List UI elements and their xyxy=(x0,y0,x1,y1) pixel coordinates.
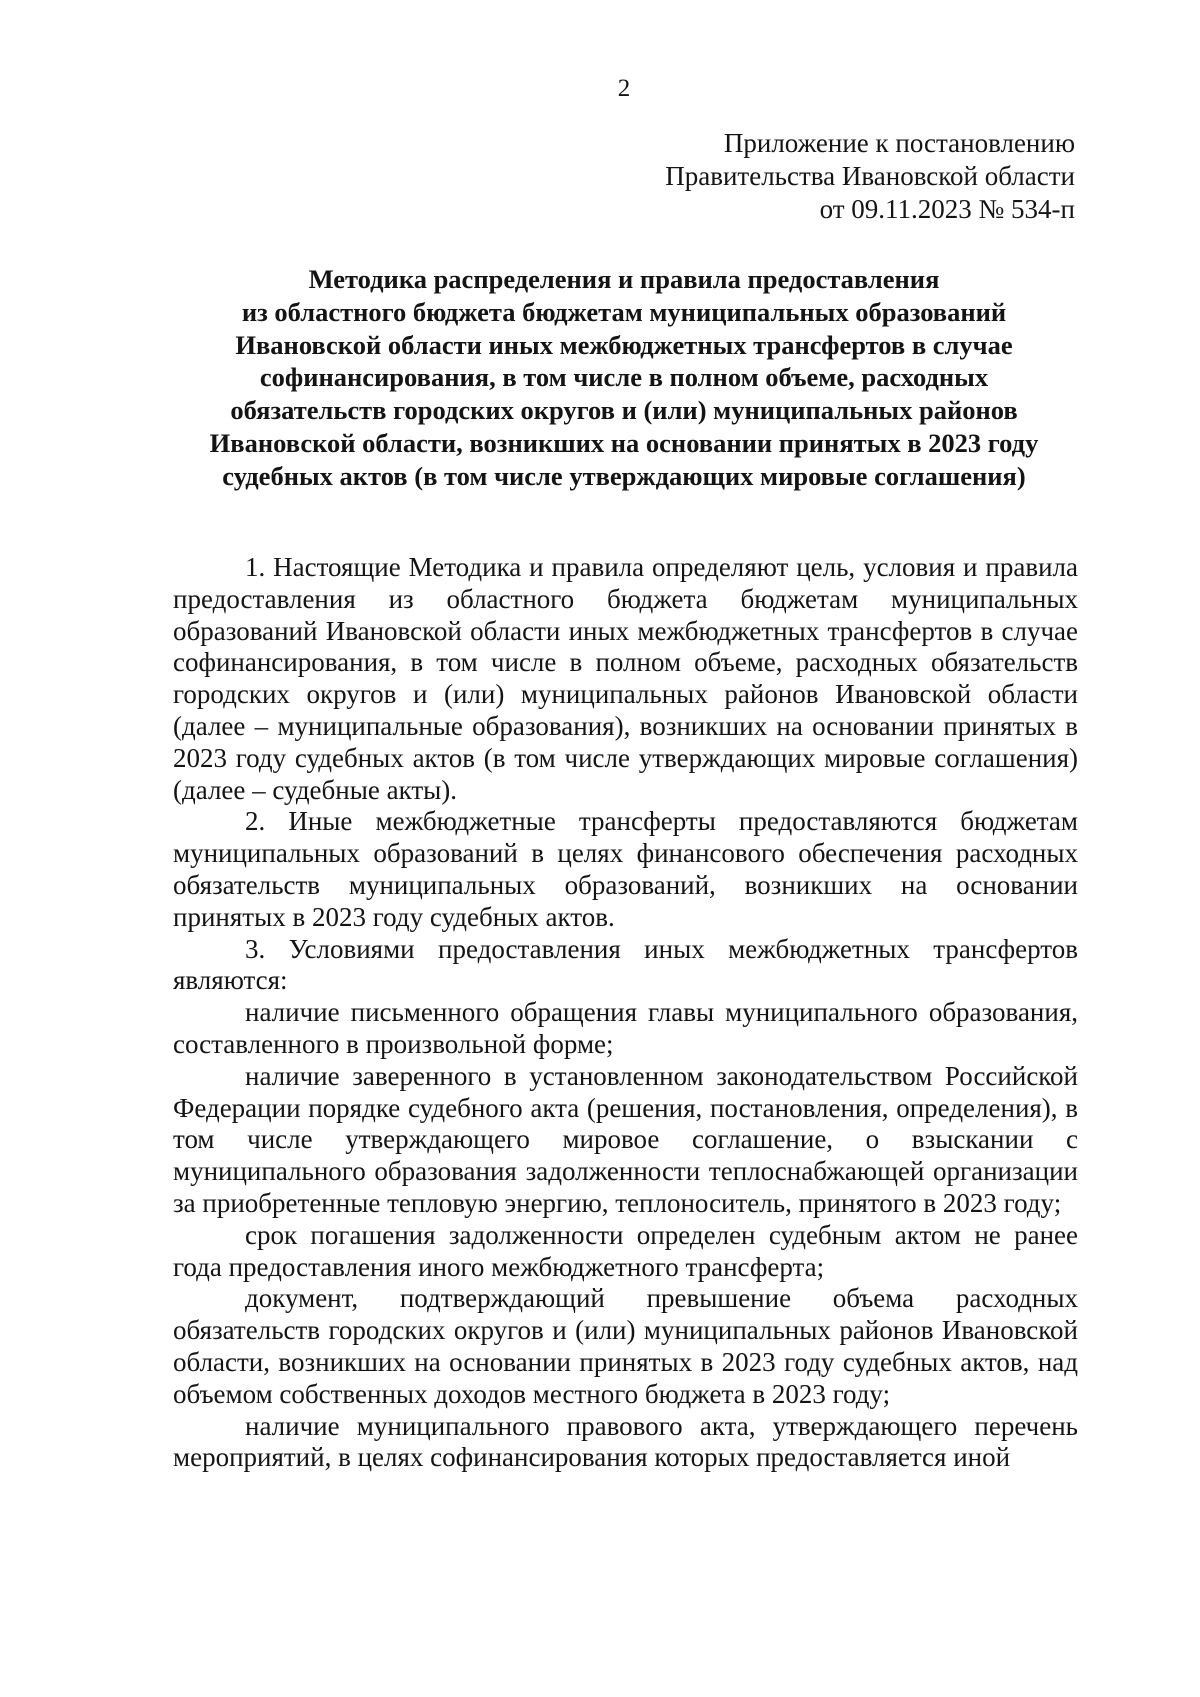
condition-item: срок погашения задолженности определен судебным актом не ранее года предоставления иного межбюджетного трансферта; xyxy=(173,1219,1078,1282)
page-number: 2 xyxy=(617,75,631,102)
condition-item: наличие письменного обращения главы муниципального образования, составленного в произвольной форме; xyxy=(173,997,1078,1059)
document-title xyxy=(170,263,1078,493)
title-line: Методика распределения и правила предоставления xyxy=(308,264,940,294)
appendix-line: Правительства Ивановской области xyxy=(665,161,1075,191)
paragraph-1: 1. Настоящие Методика и правила определяют цель, условия и правила предоставления из областного бюджета бюджетам муниципальных образований Ивановской области иных межбюджетных трансфертов в случае софинансирования, в том числе в полном объеме, расходных обязательств городских округов и (или) муниципальных районов Ивановской области (далее – муниципальные образования), возникших на основании принятых в 2023 году судебных актов (в том числе утверждающих мировые соглашения) (далее – судебные акты). xyxy=(173,552,1078,805)
condition-item: наличие заверенного в установленном законодательством Российской Федерации порядке судебного акта (решения, постановления, определения), в том числе утверждающего мировое соглашение, о взыскании с муниципального образования задолженности теплоснабжающей организации за приобретенные тепловую энергию, теплоноситель, принятого в 2023 году; xyxy=(173,1060,1078,1218)
paragraph-3: 3. Условиями предоставления иных межбюджетных трансфертов являются: xyxy=(173,933,1078,996)
title-line: Ивановской области, возникших на основании принятых в 2023 году xyxy=(209,427,1039,458)
document-body xyxy=(173,552,1078,1474)
title-line: из областного бюджета бюджетам муниципальных образований xyxy=(241,296,1007,327)
appendix-line: Приложение к постановлению xyxy=(723,128,1075,158)
appendix-header xyxy=(665,127,1075,226)
title-line: обязательств городских округов и (или) муниципальных районов xyxy=(230,395,1018,426)
paragraph-2: 2. Иные межбюджетные трансферты предоставляются бюджетам муниципальных образований в целях финансового обеспечения расходных обязательств муниципальных образований, возникших на основании принятых в 2023 году судебных актов. xyxy=(173,806,1078,932)
condition-item: наличие муниципального правового акта, утверждающего перечень мероприятий, в целях софинансирования которых предоставляется иной xyxy=(173,1410,1078,1473)
title-line: судебных актов (в том числе утверждающих мировые соглашения) xyxy=(222,460,1026,491)
condition-item: документ, подтверждающий превышение объема расходных обязательств городских округов и (или) муниципальных районов Ивановской области, возникших на основании принятых в 2023 году судебных актов, над объемом собственных доходов местного бюджета в 2023 году; xyxy=(173,1283,1078,1409)
appendix-line: от 09.11.2023 № 534-п xyxy=(819,194,1075,224)
title-line: софинансирования, в том числе в полном объеме, расходных xyxy=(259,362,989,393)
title-line: Ивановской области иных межбюджетных трансфертов в случае xyxy=(235,329,1013,360)
